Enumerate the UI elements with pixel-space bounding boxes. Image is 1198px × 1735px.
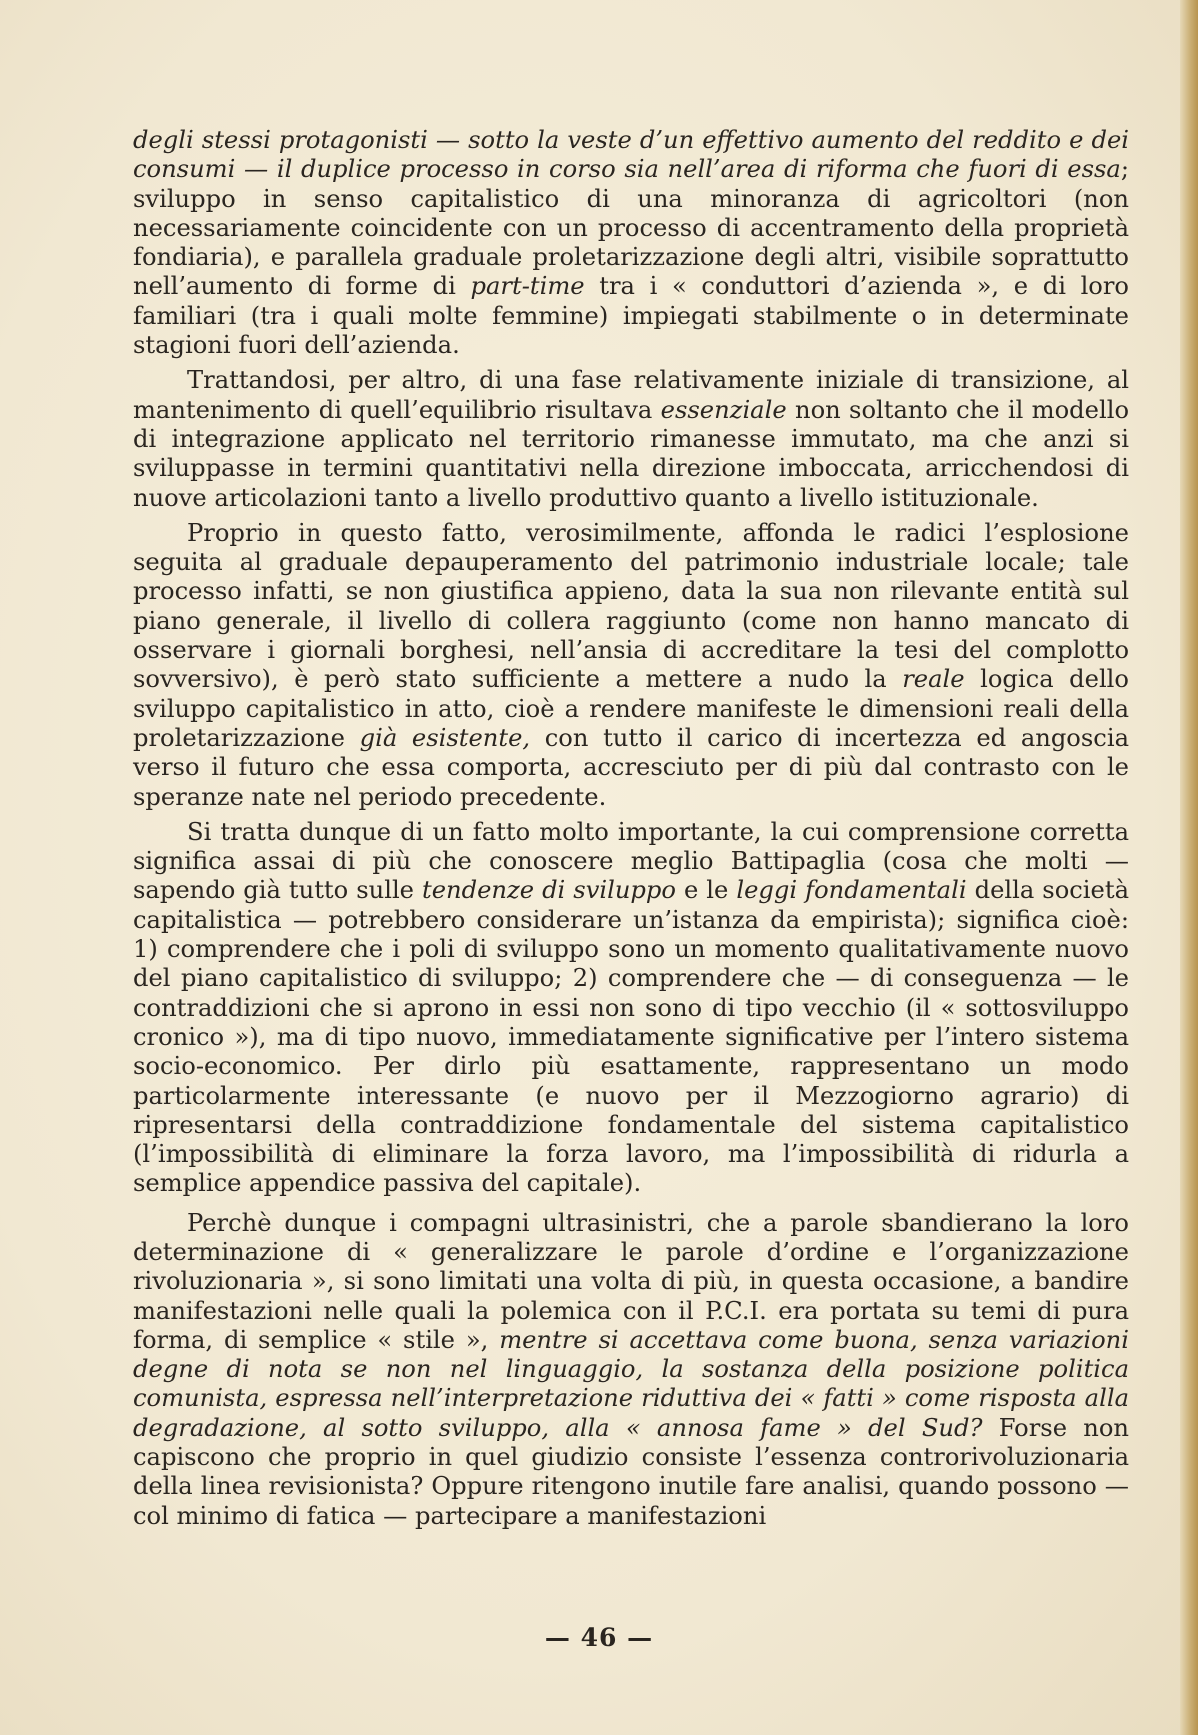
text-run: essenziale	[660, 395, 787, 424]
text-run: logica dello sviluppo capitalistico in atto, cioè a rendere manifeste le dimensioni reali della proletarizzazione	[133, 665, 1129, 752]
text-run: leggi fondamentali	[736, 876, 967, 905]
text-run: ; sviluppo in senso capitalistico di una minoranza di agricoltori (non necessariamente coincidente con un processo di accentramento della proprietà fondiaria), e parallela graduale proletarizzazione degli altri, visibile soprattutto nell’aumento di forme di	[133, 155, 1129, 301]
text-run: mentre si accettava come buona, senza variazioni degne di nota se non nel linguaggio, la sostanza della posizione politica comunista, espressa nell’interpretazione riduttiva dei « fatti » come risposta alla degradazione, al sotto sviluppo, alla « annosa fame » del Sud?	[133, 1325, 1129, 1442]
paragraph-2	[133, 366, 1129, 512]
text-run: con tutto il carico di incertezza ed angoscia verso il futuro che essa comporta, accresciuto per di più dal contrasto con le speranze nate nel periodo precedente.	[133, 723, 1129, 811]
text-run: part-time	[470, 272, 585, 301]
text-run: Proprio in questo fatto, verosimilmente, affonda le radici l’esplosione seguita al graduale depauperamento del patrimonio industriale locale; tale processo infatti, se non giustifica appieno, data la sua non rilevante entità sul piano generale, il livello di collera raggiunto (come non hanno mancato di osservare i giornali borghesi, nell’ansia di accreditare la tesi del complotto sovversivo), è però stato sufficiente a mettere a nudo la	[133, 518, 1129, 694]
text-run: Si tratta dunque di un fatto molto importante, la cui comprensione corretta significa assai di più che conoscere meglio Battipaglia (cosa che molti — sapendo già tutto sulle	[133, 817, 1129, 905]
text-run: Forse non capiscono che proprio in quel giudizio consiste l’essenza controrivoluzionaria della linea revisionista? Oppure ritengono inutile fare analisi, quando possono — col minimo di fatica — partecipare a manifestazioni	[133, 1413, 1129, 1530]
text-run: Trattandosi, per altro, di una fase relativamente iniziale di transizione, al mantenimento di quell’equilibrio risultava	[133, 366, 1129, 424]
text-run: della società capitalistica — potrebbero considerare un’istanza da empirista); significa cioè: 1) comprendere che i poli di sviluppo sono un momento qualitativamente nuovo del piano capitalistico di sviluppo; 2) comprendere che — di conseguenza — le contraddizioni che si aprono in essi non sono di tipo vecchio (il « sottosviluppo cronico »), ma di tipo nuovo, immediatamente significative per l’intero sistema socio-economico. Per dirlo più esattamente, rappresentano un modo particolarmente interessante (e nuovo per il Mezzogiorno agrario) di ripresentarsi della contraddizione fondamentale del sistema capitalistico (l’impossibilità di eliminare la forza lavoro, ma l’impossibilità di ridurla a semplice appendice passiva del capitale).	[133, 876, 1129, 1198]
paragraph-5	[133, 1209, 1129, 1531]
text-run: degli stessi protagonisti — sotto la veste d’un effettivo aumento del reddito e dei consumi — il duplice processo in corso sia nell’area di riforma che fuori di essa	[133, 126, 1129, 184]
paragraph-1	[133, 126, 1129, 360]
text-run: Perchè dunque i compagni ultrasinistri, che a parole sbandierano la loro determinazione di « generalizzare le parole d’ordine e l’organizzazione rivoluzionaria », si sono limitati una volta di più, in questa occasione, a bandire manifestazioni nelle quali la polemica con il P.C.I. era portata su temi di pura forma, di semplice « stile »,	[133, 1208, 1129, 1354]
page-edge-shadow	[1180, 0, 1198, 1735]
body-text	[133, 126, 1129, 1531]
paragraph-4	[133, 818, 1129, 1199]
text-run: tra i « conduttori d’azienda », e di loro familiari (tra i quali molte femmine) impiegati stabilmente o in determinate stagioni fuori dell’azienda.	[133, 272, 1129, 360]
text-run: tendenze di sviluppo	[422, 876, 676, 905]
text-run: e le	[675, 876, 737, 905]
page-number: — 46 —	[544, 1623, 654, 1652]
paragraph-3	[133, 519, 1129, 812]
text-run: non soltanto che il modello di integrazione applicato nel territorio rimanesse immutato, ma che anzi si sviluppasse in termini quantitativi nella direzione imboccata, arricchendosi di nuove articolazioni tanto a livello produttivo quanto a livello istituzionale.	[133, 395, 1130, 512]
text-run: già esistente,	[359, 723, 531, 752]
text-run: reale	[902, 665, 965, 694]
